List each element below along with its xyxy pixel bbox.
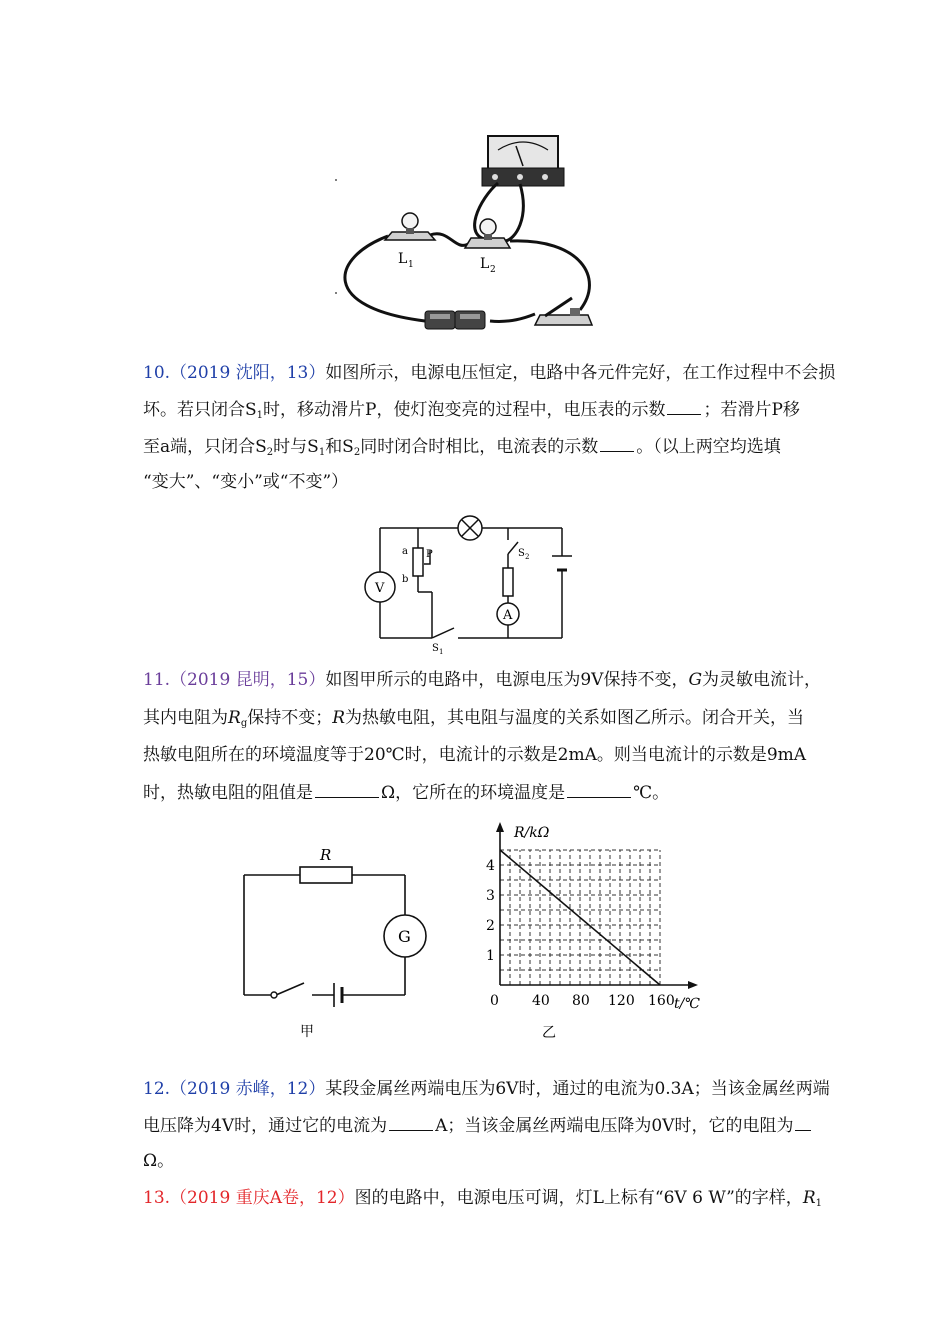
q10-text-3c: 和S (325, 437, 354, 457)
q11-text-3: 热敏电阻所在的环境温度等于20℃时，电流计的示数是2mA。则当电流计的示数是9mA (143, 745, 807, 765)
q10-text-2c: ；若滑片P移 (703, 400, 800, 420)
q10-text-4: “变大”、“变小”或“不变”） (143, 472, 349, 492)
q13-r1-sub: 1 (815, 1198, 822, 1209)
battery-photo (425, 311, 485, 329)
q12-line3 (143, 1152, 174, 1171)
q10-sub-s1: 1 (256, 410, 264, 421)
q13-text-1a: 图的电路中，电源电压可调，灯L上标有“6V 6 W”的字样， (354, 1188, 803, 1208)
q11-text-4b: Ω，它所在的环境温度是 (381, 783, 566, 803)
q11-rg-sub: g (240, 718, 248, 729)
q11-text-2c: 为热敏电阻，其电阻与温度的关系如图乙所示。闭合开关，当 (345, 708, 805, 728)
y-tick-label: 4 (486, 858, 495, 874)
y-axis-arrow (496, 822, 504, 832)
q12-line1 (143, 1080, 830, 1099)
q12-line2 (143, 1116, 813, 1136)
lamp-l1-sub: 1 (408, 260, 414, 270)
q10-line1 (143, 364, 835, 383)
lamp-symbol (458, 516, 482, 540)
rheostat-end-a: a (402, 546, 408, 557)
q11-source: （2019 昆明，15） (170, 670, 326, 690)
q10-text-3e: 。（以上两空均选填 (636, 437, 781, 457)
q10-text-1: 如图所示，电源电压恒定，电路中各元件完好，在工作过程中不会损 (325, 363, 836, 383)
q12-source: （2019 赤峰，12） (170, 1079, 326, 1099)
voltmeter-label: V (375, 581, 385, 596)
q11-blank-1[interactable] (315, 783, 379, 798)
q11-number: 11. (143, 670, 171, 690)
q11-text-4c: ℃。 (633, 783, 670, 803)
x-tick-label: 40 (532, 993, 550, 1009)
q10-sub-s1b: 1 (318, 447, 326, 458)
q11-text-2a: 其内电阻为 (143, 708, 228, 728)
x-axis-arrow (688, 981, 698, 989)
q11-rg-symbol: R (228, 708, 241, 728)
q13-line1 (143, 1189, 822, 1208)
lamp-l2-sub: 2 (490, 265, 496, 275)
q10-number: 10. (143, 363, 171, 383)
q12-blank-2[interactable] (795, 1116, 811, 1131)
y-tick-label: 1 (486, 948, 495, 964)
q10-text-3a: 至a端，只闭合S (143, 437, 267, 457)
q10-text-2b: 时，移动滑片P，使灯泡变亮的过程中，电压表的示数 (263, 400, 666, 420)
q11-r-symbol: R (332, 708, 346, 728)
q10-line3 (143, 437, 781, 457)
lamp-l2-label: L (480, 256, 490, 272)
q11-text-2b: 保持不变； (247, 708, 333, 728)
switch-s2-sub: 2 (525, 553, 530, 561)
q13-number: 13. (143, 1188, 171, 1208)
q13-source: （2019 重庆A卷，12） (170, 1188, 355, 1208)
q12-text-1: 某段金属丝两端电压为6V时，通过的电流为0.3A；当该金属丝两端 (325, 1079, 830, 1099)
figure-jia-circuit (230, 840, 430, 1040)
q10-line2 (143, 400, 800, 420)
q11-galvanometer-symbol: G (688, 670, 703, 690)
q12-text-3: Ω。 (143, 1151, 175, 1171)
slider-p-label: P (426, 549, 433, 560)
q13-r1-symbol: R (802, 1188, 816, 1208)
x-tick-label: 120 (608, 993, 635, 1009)
q11-line3 (143, 746, 806, 765)
q10-sub-s2a: 2 (266, 447, 274, 458)
switch-s2-label: S (518, 548, 525, 559)
q12-text-2a: 电压降为4V时，通过它的电流为 (143, 1116, 388, 1136)
q11-text-1b: 为灵敏电流计， (702, 670, 822, 690)
chart-axes (496, 822, 698, 989)
rheostat-end-b: b (402, 574, 409, 585)
q11-line4 (143, 783, 669, 803)
q12-blank-1[interactable] (389, 1116, 433, 1131)
resistor-r-label: R (320, 846, 332, 864)
x-tick-label: 80 (572, 993, 590, 1009)
q10-text-3d: 同时闭合时相比，电流表的示数 (360, 437, 599, 457)
q11-text-4a: 时，热敏电阻的阻值是 (143, 783, 313, 803)
q11-line2 (143, 709, 804, 728)
q10-blank-2[interactable] (600, 437, 634, 452)
chart-y-axis-label: R/kΩ (514, 825, 550, 841)
galvanometer-label: G (398, 927, 411, 946)
circuit-photo-figure (330, 128, 605, 338)
q10-blank-1[interactable] (667, 400, 701, 415)
resistor-r-symbol (300, 867, 352, 883)
lamp-l2-photo (465, 219, 510, 248)
chart-x-axis-label: t/℃ (674, 996, 701, 1012)
q10-circuit-diagram (340, 510, 580, 655)
q12-text-2b: A；当该金属丝两端电压降为0V时，它的电阻为 (435, 1116, 794, 1136)
x-tick-label: 0 (490, 993, 499, 1009)
figure-yi-chart (470, 815, 720, 1045)
y-tick-label: 2 (486, 918, 495, 934)
q11-text-1a: 如图甲所示的电路中，电源电压为9V保持不变， (325, 670, 689, 690)
switch-s1-sub: 1 (439, 648, 444, 655)
figure-yi-caption: 乙 (542, 1025, 556, 1041)
y-tick-label: 3 (486, 888, 495, 904)
q12-number: 12. (143, 1079, 171, 1099)
voltmeter-photo (482, 136, 564, 186)
q11-blank-2[interactable] (567, 783, 631, 798)
switch-s1-label: S (432, 643, 439, 654)
q10-sub-s2b: 2 (353, 447, 361, 458)
q10-text-2a: 坏。若只闭合S (143, 400, 257, 420)
lamp-l1-label: L (398, 251, 408, 267)
q11-line1 (143, 671, 821, 690)
q10-line4 (143, 473, 348, 492)
x-tick-label: 160 (648, 993, 675, 1009)
q10-text-3b: 时与S (273, 437, 319, 457)
lamp-l1-photo (385, 213, 435, 240)
figure-jia-caption: 甲 (300, 1024, 314, 1040)
ammeter-label: A (503, 608, 513, 623)
q10-source: （2019 沈阳，13） (170, 363, 326, 383)
